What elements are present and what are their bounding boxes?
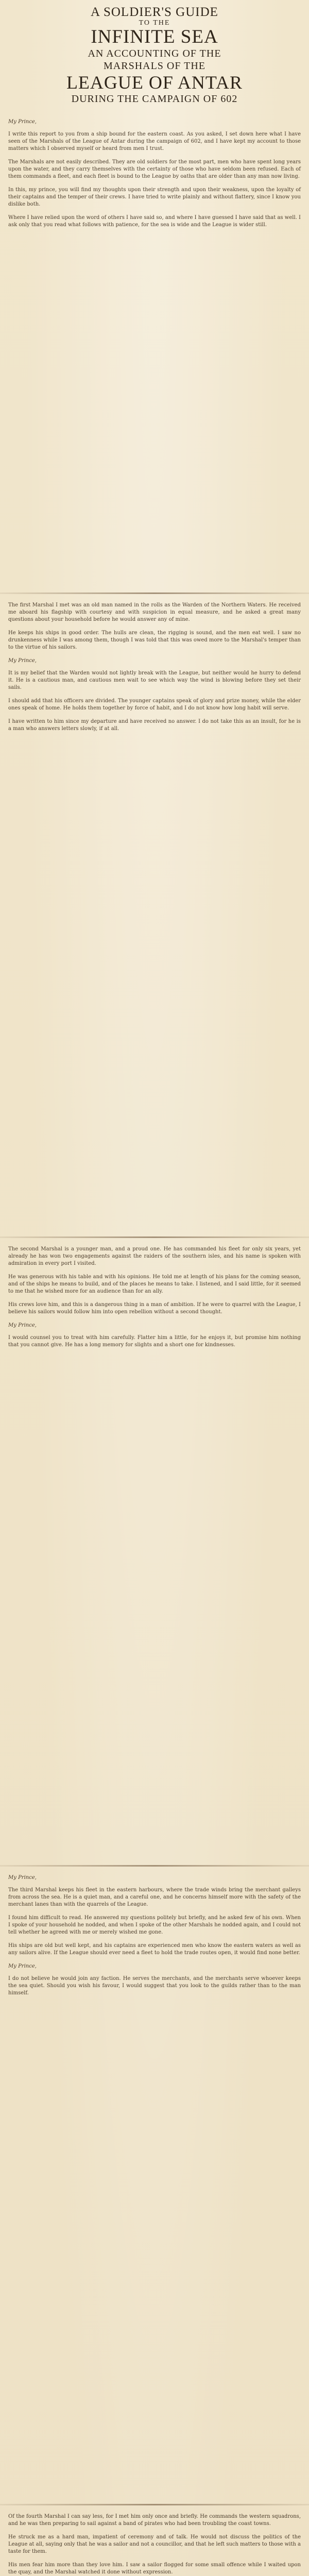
section-divider [0,1865,309,1867]
title-line-campaign: DURING THE CAMPAIGN OF 602 [71,93,238,105]
title-line-accounting: AN ACCOUNTING OF THE [88,48,221,59]
paragraph: I found him difficult to read. He answered my questions politely but briefly, and he asked few of his own. When I spoke of your household he nodded, and when I spoke of the other Marshals he nodded again, and I could not tell whether he agreed with me or merely wished me gone. [8,1915,301,1935]
salutation: My Prince, [8,1963,37,1969]
title-line-soldiers-guide: A SOLDIER'S GUIDE [91,5,218,19]
paragraph: Of the fourth Marshal I can say less, for I met him only once and briefly. He commands the western squadrons, and he was then preparing to sail against a band of pirates who had been troubling the coast towns. [8,2514,301,2527]
paragraph: It is my belief that the Warden would not lightly break with the League, but neither would he hurry to defend it. He is a cautious man, and cautious men wait to see which way the wind is blowing before they set their sails. [8,670,301,690]
paragraph: I would counsel you to treat with him carefully. Flatter him a little, for he enjoys it, but promise him nothing that you cannot give. He has a long memory for slights and a short one for kindnesses. [8,1335,301,1348]
paragraph: The third Marshal keeps his fleet in the eastern harbours, where the trade winds bring the merchant galleys from across the sea. He is a quiet man, and a careful one, and he concerns himself more with the safety of the merchant lanes than with the quarrels of the League. [8,1887,301,1907]
section-divider [0,592,309,594]
paragraph: He was generous with his table and with his opinions. He told me at length of his plans for the coming season, and of the ships he means to build, and of the places he means to take. I listened, and I said little, for it seemed to me that he wished more for an audience than for an ally. [8,1274,301,1294]
paragraph: I should add that his officers are divided. The younger captains speak of glory and prize money, while the elder ones speak of home. He holds them together by force of habit, and I do not know how long habit will serve. [8,698,301,711]
paragraph: The Marshals are not easily described. They are old soldiers for the most part, men who have spent long years upon the water, and they carry themselves with the certainty of those who have seldom been refused. Each of them commands a fleet, and each fleet is bound to the League by oaths that are older than any man now living. [8,159,301,179]
paragraph: He keeps his ships in good order. The hulls are clean, the rigging is sound, and the men eat well. I saw no drunkenness while I was among them, though I was told that this was owed more to the Marshal's temper than to the virtue of his sailors. [8,630,301,650]
section-3 [8,1246,301,1355]
salutation: My Prince, [8,658,37,664]
paragraph: I do not believe he would join any faction. He serves the merchants, and the merchants serve whoever keeps the sea quiet. Should you wish his favour, I would suggest that you look to the guilds rather than to the man himself. [8,1976,301,1996]
salutation: My Prince, [8,1875,37,1880]
paragraph: The second Marshal is a younger man, and a proud one. He has commanded his fleet for only six years, yet already he has won two engagements against the raiders of the southern isles, and his name is spoken with admiration in every port I visited. [8,1246,301,1266]
section-1 [8,118,301,235]
section-4 [8,1874,301,2003]
title-line-league: LEAGUE OF ANTAR [66,72,243,93]
section-divider [0,1236,309,1238]
title-line-marshals: MARSHALS OF THE [104,60,205,72]
document-title [8,0,301,105]
paragraph: In this, my prince, you will find my thoughts upon their strength and upon their weakness, upon the loyalty of their captains and the temper of their crews. I have tried to write plainly and without flattery, since I know you dislike both. [8,187,301,207]
salutation: My Prince, [8,119,37,125]
salutation: My Prince, [8,1323,37,1328]
paragraph: The first Marshal I met was an old man named in the rolls as the Warden of the Northern Waters. He received me aboard his flagship with courtesy and with suspicion in equal measure, and he asked a great many questions about your household before he would answer any of mine. [8,602,301,622]
paragraph: His men fear him more than they love him. I saw a sailor flogged for some small offence while I waited upon the quay, and the Marshal watched it done without expression. [8,2562,301,2575]
paragraph: I write this report to you from a ship bound for the eastern coast. As you asked, I set down here what I have seen of the Marshals of the League of Antar during the campaign of 602, and I have kept my account to those matters which I observed myself or heard from men I trust. [8,131,301,151]
paragraph: He struck me as a hard man, impatient of ceremony and of talk. He would not discuss the politics of the League at all, saying only that he was a sailor and not a councillor, and that he left such matters to those with a taste for them. [8,2534,301,2554]
title-line-infinite-sea: INFINITE SEA [91,26,218,47]
paragraph: I have written to him since my departure and have received no answer. I do not take this as an insult, for he is a man who answers letters slowly, if at all. [8,719,301,732]
title-line-to-the: TO THE [139,19,170,27]
paragraph: His crews love him, and this is a dangerous thing in a man of ambition. If he were to quarrel with the League, I believe his sailors would follow him into open rebellion without a second thought. [8,1302,301,1315]
section-divider [0,2504,309,2505]
section-5 [8,2513,301,2576]
paragraph: Where I have relied upon the word of others I have said so, and where I have guessed I have said that as well. I ask only that you read what follows with patience, for the sea is wide and the League is wider still. [8,215,301,228]
section-2 [8,602,301,739]
paragraph: His ships are old but well kept, and his captains are experienced men who know the eastern waters as well as any sailors alive. If the League should ever need a fleet to hold the trade routes open, it would find none better. [8,1943,301,1956]
